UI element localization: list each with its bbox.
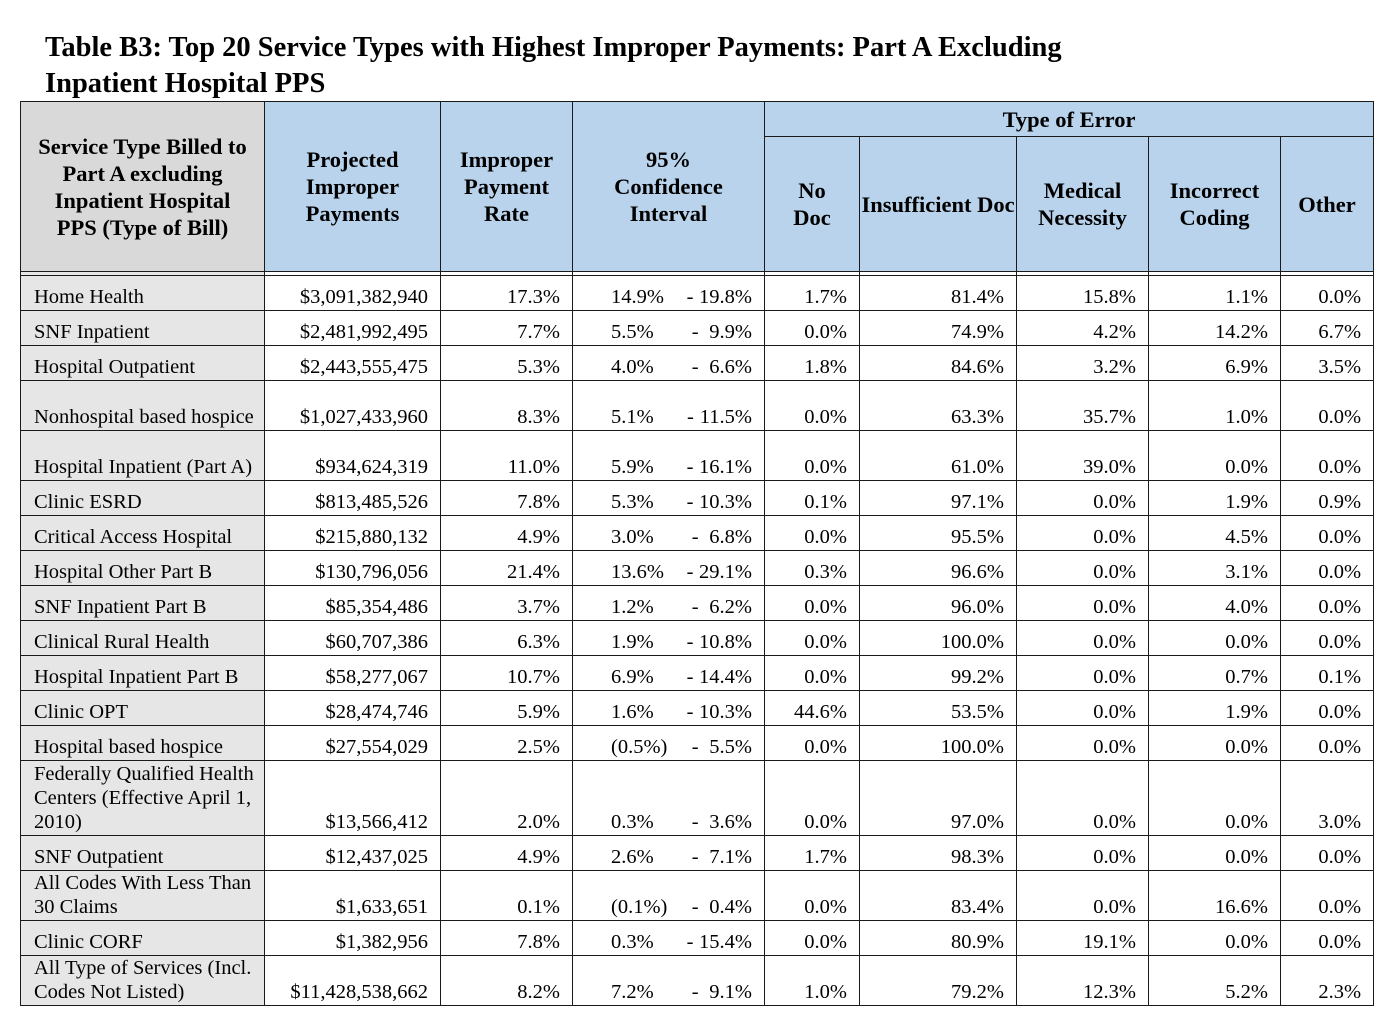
service-type-cell: Hospital based hospice	[21, 726, 265, 761]
confidence-interval-cell	[573, 481, 765, 516]
ci-upper-bound: 10.8%	[699, 631, 752, 653]
ci-upper-bound: 10.3%	[699, 491, 752, 513]
ci-upper-bound: 9.1%	[709, 981, 752, 1003]
header-projected-improper-payments: Projected Improper Payments	[265, 102, 441, 272]
header-service-type: Service Type Billed to Part A excluding Inpatient Hospital PPS (Type of Bill)	[21, 102, 265, 272]
projected-improper-payments-cell: $934,624,319	[265, 431, 441, 481]
ci-separator: -	[691, 896, 699, 918]
projected-improper-payments-cell: $60,707,386	[265, 621, 441, 656]
ci-separator: -	[691, 846, 699, 868]
table-row	[21, 431, 1374, 481]
ci-separator: -	[691, 736, 699, 758]
ci-separator: -	[686, 561, 694, 583]
ci-upper-bound: 14.4%	[699, 666, 752, 688]
confidence-interval-cell	[573, 431, 765, 481]
confidence-interval-cell	[573, 956, 765, 1006]
medical-necessity-cell: 0.0%	[1017, 621, 1149, 656]
insufficient-doc-cell: 61.0%	[860, 431, 1017, 481]
ci-lower-bound: 13.6%	[611, 561, 664, 583]
ci-lower-bound: 7.2%	[611, 981, 654, 1003]
service-type-cell: Clinic OPT	[21, 691, 265, 726]
table-row	[21, 551, 1374, 586]
medical-necessity-cell: 3.2%	[1017, 346, 1149, 381]
no-doc-cell: 1.8%	[765, 346, 860, 381]
no-doc-cell: 0.0%	[765, 726, 860, 761]
no-doc-cell: 0.0%	[765, 621, 860, 656]
improper-payment-rate-cell: 5.3%	[441, 346, 573, 381]
table-body	[21, 276, 1374, 1006]
ci-upper-bound: 29.1%	[699, 561, 752, 583]
other-cell: 0.0%	[1281, 871, 1374, 921]
other-cell: 0.0%	[1281, 726, 1374, 761]
other-cell: 2.3%	[1281, 956, 1374, 1006]
header-incorrect-coding: Incorrect Coding	[1149, 137, 1281, 272]
projected-improper-payments-cell: $2,481,992,495	[265, 311, 441, 346]
ci-lower-bound: 0.3%	[611, 931, 654, 953]
improper-payment-rate-cell: 21.4%	[441, 551, 573, 586]
ci-upper-bound: 0.4%	[709, 896, 752, 918]
confidence-interval-values	[611, 455, 752, 479]
improper-payment-rate-cell: 10.7%	[441, 656, 573, 691]
service-type-cell: SNF Inpatient	[21, 311, 265, 346]
other-cell: 0.0%	[1281, 921, 1374, 956]
ci-lower-bound: (0.5%)	[611, 736, 668, 758]
medical-necessity-cell: 0.0%	[1017, 586, 1149, 621]
table-row	[21, 691, 1374, 726]
confidence-interval-values	[611, 355, 752, 379]
projected-improper-payments-cell: $11,428,538,662	[265, 956, 441, 1006]
medical-necessity-cell: 0.0%	[1017, 761, 1149, 836]
improper-payment-rate-cell: 7.7%	[441, 311, 573, 346]
improper-payments-table-container	[20, 101, 1374, 1006]
incorrect-coding-cell: 0.0%	[1149, 836, 1281, 871]
confidence-interval-values	[611, 810, 752, 834]
ci-separator: -	[686, 631, 694, 653]
medical-necessity-cell: 0.0%	[1017, 871, 1149, 921]
no-doc-cell: 0.0%	[765, 311, 860, 346]
improper-payment-rate-cell: 7.8%	[441, 481, 573, 516]
ci-upper-bound: 16.1%	[699, 456, 752, 478]
insufficient-doc-cell: 96.0%	[860, 586, 1017, 621]
confidence-interval-values	[611, 980, 752, 1004]
improper-payment-rate-cell: 8.2%	[441, 956, 573, 1006]
service-type-cell: Hospital Outpatient	[21, 346, 265, 381]
projected-improper-payments-cell: $215,880,132	[265, 516, 441, 551]
incorrect-coding-cell: 6.9%	[1149, 346, 1281, 381]
ci-upper-bound: 11.5%	[699, 406, 752, 428]
other-cell: 0.0%	[1281, 276, 1374, 311]
other-cell: 0.0%	[1281, 516, 1374, 551]
ci-lower-bound: 6.9%	[611, 666, 654, 688]
ci-lower-bound: 0.3%	[611, 811, 654, 833]
confidence-interval-cell	[573, 621, 765, 656]
service-type-cell: Critical Access Hospital	[21, 516, 265, 551]
insufficient-doc-cell: 83.4%	[860, 871, 1017, 921]
incorrect-coding-cell: 16.6%	[1149, 871, 1281, 921]
insufficient-doc-cell: 80.9%	[860, 921, 1017, 956]
no-doc-cell: 0.0%	[765, 921, 860, 956]
projected-improper-payments-cell: $813,485,526	[265, 481, 441, 516]
insufficient-doc-cell: 95.5%	[860, 516, 1017, 551]
no-doc-cell: 0.0%	[765, 656, 860, 691]
insufficient-doc-cell: 63.3%	[860, 381, 1017, 431]
ci-upper-bound: 6.8%	[709, 526, 752, 548]
service-type-cell: Hospital Inpatient (Part A)	[21, 431, 265, 481]
medical-necessity-cell: 0.0%	[1017, 516, 1149, 551]
other-cell: 3.0%	[1281, 761, 1374, 836]
projected-improper-payments-cell: $12,437,025	[265, 836, 441, 871]
table-row	[21, 381, 1374, 431]
header-medical-necessity: Medical Necessity	[1017, 137, 1149, 272]
header-confidence-interval: 95% Confidence Interval	[573, 102, 765, 272]
incorrect-coding-cell: 0.0%	[1149, 761, 1281, 836]
ci-lower-bound: 3.0%	[611, 526, 654, 548]
no-doc-cell: 1.7%	[765, 836, 860, 871]
insufficient-doc-cell: 97.1%	[860, 481, 1017, 516]
service-type-cell: Hospital Inpatient Part B	[21, 656, 265, 691]
service-type-cell: Clinic ESRD	[21, 481, 265, 516]
confidence-interval-values	[611, 930, 752, 954]
ci-separator: -	[686, 931, 694, 953]
medical-necessity-cell: 4.2%	[1017, 311, 1149, 346]
confidence-interval-cell	[573, 586, 765, 621]
table-header	[21, 102, 1374, 276]
confidence-interval-cell	[573, 871, 765, 921]
insufficient-doc-cell: 100.0%	[860, 621, 1017, 656]
medical-necessity-cell: 0.0%	[1017, 656, 1149, 691]
confidence-interval-cell	[573, 726, 765, 761]
medical-necessity-cell: 35.7%	[1017, 381, 1149, 431]
projected-improper-payments-cell: $3,091,382,940	[265, 276, 441, 311]
other-cell: 0.1%	[1281, 656, 1374, 691]
table-row	[21, 311, 1374, 346]
incorrect-coding-cell: 1.9%	[1149, 481, 1281, 516]
incorrect-coding-cell: 0.0%	[1149, 621, 1281, 656]
ci-upper-bound: 5.5%	[709, 736, 752, 758]
confidence-interval-cell	[573, 276, 765, 311]
ci-lower-bound: (0.1%)	[611, 896, 668, 918]
header-other: Other	[1281, 137, 1374, 272]
projected-improper-payments-cell: $2,443,555,475	[265, 346, 441, 381]
confidence-interval-values	[611, 560, 752, 584]
confidence-interval-cell	[573, 311, 765, 346]
confidence-interval-cell	[573, 691, 765, 726]
table-row	[21, 276, 1374, 311]
incorrect-coding-cell: 14.2%	[1149, 311, 1281, 346]
ci-upper-bound: 6.6%	[709, 356, 752, 378]
confidence-interval-values	[611, 285, 752, 309]
service-type-cell: Hospital Other Part B	[21, 551, 265, 586]
confidence-interval-values	[611, 405, 752, 429]
ci-upper-bound: 19.8%	[699, 286, 752, 308]
confidence-interval-cell	[573, 516, 765, 551]
service-type-cell: Nonhospital based hospice	[21, 381, 265, 431]
improper-payment-rate-cell: 0.1%	[441, 871, 573, 921]
incorrect-coding-cell: 4.5%	[1149, 516, 1281, 551]
other-cell: 3.5%	[1281, 346, 1374, 381]
no-doc-cell: 0.0%	[765, 516, 860, 551]
table-row	[21, 956, 1374, 1006]
ci-lower-bound: 1.2%	[611, 596, 654, 618]
ci-upper-bound: 10.3%	[699, 701, 752, 723]
projected-improper-payments-cell: $1,382,956	[265, 921, 441, 956]
ci-separator: -	[691, 596, 699, 618]
table-row	[21, 516, 1374, 551]
ci-separator: -	[691, 321, 699, 343]
medical-necessity-cell: 0.0%	[1017, 551, 1149, 586]
no-doc-cell: 0.0%	[765, 586, 860, 621]
confidence-interval-cell	[573, 761, 765, 836]
confidence-interval-cell	[573, 836, 765, 871]
ci-separator: -	[691, 526, 699, 548]
other-cell: 0.9%	[1281, 481, 1374, 516]
improper-payment-rate-cell: 6.3%	[441, 621, 573, 656]
improper-payment-rate-cell: 3.7%	[441, 586, 573, 621]
improper-payment-rate-cell: 8.3%	[441, 381, 573, 431]
title-line-2: Inpatient Hospital PPS	[45, 68, 326, 99]
ci-separator: -	[686, 666, 694, 688]
insufficient-doc-cell: 53.5%	[860, 691, 1017, 726]
medical-necessity-cell: 0.0%	[1017, 726, 1149, 761]
insufficient-doc-cell: 79.2%	[860, 956, 1017, 1006]
ci-upper-bound: 7.1%	[709, 846, 752, 868]
no-doc-cell: 0.0%	[765, 871, 860, 921]
improper-payment-rate-cell: 5.9%	[441, 691, 573, 726]
incorrect-coding-cell: 3.1%	[1149, 551, 1281, 586]
improper-payments-table	[20, 101, 1374, 1006]
insufficient-doc-cell: 100.0%	[860, 726, 1017, 761]
ci-lower-bound: 2.6%	[611, 846, 654, 868]
table-row	[21, 726, 1374, 761]
ci-separator: -	[691, 356, 699, 378]
confidence-interval-cell	[573, 921, 765, 956]
table-row	[21, 346, 1374, 381]
medical-necessity-cell: 0.0%	[1017, 481, 1149, 516]
confidence-interval-values	[611, 525, 752, 549]
improper-payment-rate-cell: 2.0%	[441, 761, 573, 836]
other-cell: 0.0%	[1281, 551, 1374, 586]
improper-payment-rate-cell: 7.8%	[441, 921, 573, 956]
confidence-interval-cell	[573, 656, 765, 691]
confidence-interval-values	[611, 735, 752, 759]
service-type-cell: Clinical Rural Health	[21, 621, 265, 656]
no-doc-cell: 1.0%	[765, 956, 860, 1006]
medical-necessity-cell: 0.0%	[1017, 691, 1149, 726]
ci-lower-bound: 1.9%	[611, 631, 654, 653]
ci-lower-bound: 4.0%	[611, 356, 654, 378]
projected-improper-payments-cell: $130,796,056	[265, 551, 441, 586]
no-doc-cell: 0.0%	[765, 431, 860, 481]
confidence-interval-cell	[573, 551, 765, 586]
header-insufficient-doc: Insufficient Doc	[860, 137, 1017, 272]
page-title	[45, 30, 1345, 102]
medical-necessity-cell: 15.8%	[1017, 276, 1149, 311]
insufficient-doc-cell: 98.3%	[860, 836, 1017, 871]
ci-separator: -	[686, 701, 694, 723]
no-doc-cell: 0.1%	[765, 481, 860, 516]
incorrect-coding-cell: 5.2%	[1149, 956, 1281, 1006]
table-row	[21, 921, 1374, 956]
confidence-interval-values	[611, 700, 752, 724]
table-row	[21, 586, 1374, 621]
ci-separator: -	[686, 456, 694, 478]
improper-payment-rate-cell: 17.3%	[441, 276, 573, 311]
table-row	[21, 656, 1374, 691]
ci-upper-bound: 6.2%	[709, 596, 752, 618]
service-type-cell: Home Health	[21, 276, 265, 311]
insufficient-doc-cell: 96.6%	[860, 551, 1017, 586]
incorrect-coding-cell: 0.0%	[1149, 431, 1281, 481]
projected-improper-payments-cell: $27,554,029	[265, 726, 441, 761]
incorrect-coding-cell: 0.7%	[1149, 656, 1281, 691]
incorrect-coding-cell: 4.0%	[1149, 586, 1281, 621]
table-row	[21, 871, 1374, 921]
insufficient-doc-cell: 81.4%	[860, 276, 1017, 311]
no-doc-cell: 1.7%	[765, 276, 860, 311]
confidence-interval-cell	[573, 346, 765, 381]
ci-lower-bound: 5.5%	[611, 321, 654, 343]
no-doc-cell: 0.3%	[765, 551, 860, 586]
projected-improper-payments-cell: $85,354,486	[265, 586, 441, 621]
other-cell: 0.0%	[1281, 586, 1374, 621]
service-type-cell: All Type of Services (Incl. Codes Not Listed)	[21, 956, 265, 1006]
ci-separator: -	[691, 981, 699, 1003]
confidence-interval-values	[611, 320, 752, 344]
header-improper-payment-rate: Improper Payment Rate	[441, 102, 573, 272]
projected-improper-payments-cell: $13,566,412	[265, 761, 441, 836]
improper-payment-rate-cell: 11.0%	[441, 431, 573, 481]
ci-separator: -	[691, 811, 699, 833]
other-cell: 0.0%	[1281, 431, 1374, 481]
confidence-interval-values	[611, 845, 752, 869]
ci-lower-bound: 1.6%	[611, 701, 654, 723]
incorrect-coding-cell: 1.1%	[1149, 276, 1281, 311]
ci-upper-bound: 9.9%	[709, 321, 752, 343]
confidence-interval-values	[611, 895, 752, 919]
no-doc-cell: 44.6%	[765, 691, 860, 726]
projected-improper-payments-cell: $1,027,433,960	[265, 381, 441, 431]
insufficient-doc-cell: 74.9%	[860, 311, 1017, 346]
projected-improper-payments-cell: $1,633,651	[265, 871, 441, 921]
other-cell: 0.0%	[1281, 381, 1374, 431]
ci-upper-bound: 3.6%	[709, 811, 752, 833]
ci-separator: -	[686, 406, 694, 428]
table-row	[21, 481, 1374, 516]
ci-upper-bound: 15.4%	[699, 931, 752, 953]
ci-lower-bound: 5.1%	[611, 406, 654, 428]
insufficient-doc-cell: 97.0%	[860, 761, 1017, 836]
other-cell: 6.7%	[1281, 311, 1374, 346]
table-row	[21, 836, 1374, 871]
improper-payment-rate-cell: 2.5%	[441, 726, 573, 761]
table-row	[21, 761, 1374, 836]
medical-necessity-cell: 0.0%	[1017, 836, 1149, 871]
header-no-doc: No Doc	[765, 137, 860, 272]
other-cell: 0.0%	[1281, 691, 1374, 726]
ci-separator: -	[686, 491, 694, 513]
incorrect-coding-cell: 1.0%	[1149, 381, 1281, 431]
ci-separator: -	[686, 286, 694, 308]
confidence-interval-cell	[573, 381, 765, 431]
medical-necessity-cell: 12.3%	[1017, 956, 1149, 1006]
service-type-cell: SNF Outpatient	[21, 836, 265, 871]
ci-lower-bound: 5.9%	[611, 456, 654, 478]
insufficient-doc-cell: 99.2%	[860, 656, 1017, 691]
incorrect-coding-cell: 1.9%	[1149, 691, 1281, 726]
confidence-interval-values	[611, 630, 752, 654]
confidence-interval-values	[611, 490, 752, 514]
service-type-cell: Federally Qualified Health Centers (Effective April 1, 2010)	[21, 761, 265, 836]
projected-improper-payments-cell: $58,277,067	[265, 656, 441, 691]
header-type-of-error: Type of Error	[765, 102, 1374, 137]
projected-improper-payments-cell: $28,474,746	[265, 691, 441, 726]
table-row	[21, 621, 1374, 656]
no-doc-cell: 0.0%	[765, 761, 860, 836]
other-cell: 0.0%	[1281, 836, 1374, 871]
improper-payment-rate-cell: 4.9%	[441, 836, 573, 871]
title-line-1: Table B3: Top 20 Service Types with Highest Improper Payments: Part A Excluding	[45, 32, 1062, 63]
medical-necessity-cell: 19.1%	[1017, 921, 1149, 956]
confidence-interval-values	[611, 665, 752, 689]
insufficient-doc-cell: 84.6%	[860, 346, 1017, 381]
confidence-interval-values	[611, 595, 752, 619]
improper-payment-rate-cell: 4.9%	[441, 516, 573, 551]
no-doc-cell: 0.0%	[765, 381, 860, 431]
incorrect-coding-cell: 0.0%	[1149, 726, 1281, 761]
ci-lower-bound: 14.9%	[611, 286, 664, 308]
medical-necessity-cell: 39.0%	[1017, 431, 1149, 481]
ci-lower-bound: 5.3%	[611, 491, 654, 513]
service-type-cell: SNF Inpatient Part B	[21, 586, 265, 621]
service-type-cell: All Codes With Less Than 30 Claims	[21, 871, 265, 921]
other-cell: 0.0%	[1281, 621, 1374, 656]
service-type-cell: Clinic CORF	[21, 921, 265, 956]
incorrect-coding-cell: 0.0%	[1149, 921, 1281, 956]
